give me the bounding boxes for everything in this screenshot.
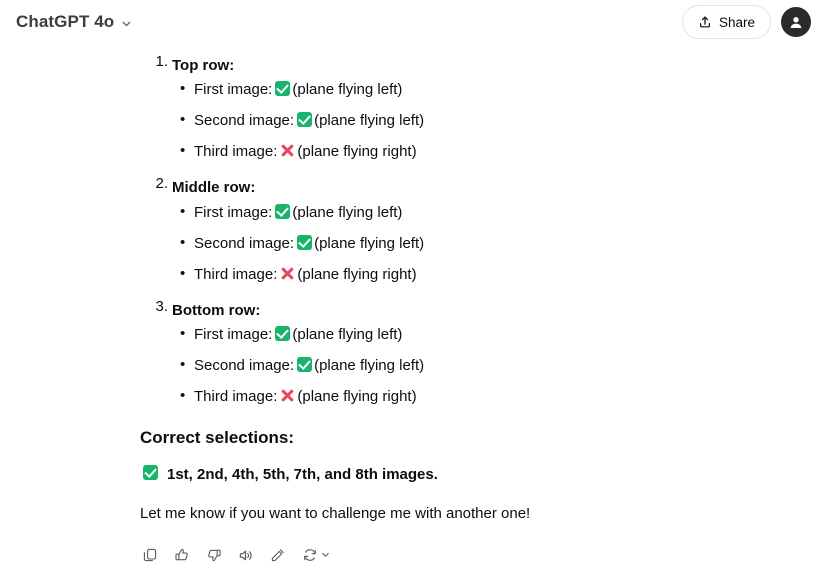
check-icon [297, 235, 312, 250]
list-item [194, 202, 825, 223]
image-items-list [172, 79, 825, 162]
thumbs-up-icon[interactable] [172, 546, 191, 565]
image-item-label: First image: [194, 325, 273, 343]
image-item-note: (plane flying right) [297, 143, 417, 161]
check-icon [275, 326, 290, 341]
list-item [194, 233, 825, 254]
row-group-title: Middle row: [172, 179, 256, 197]
list-item [194, 264, 825, 285]
row-groups-list [0, 50, 825, 407]
cross-icon [280, 143, 295, 158]
conclusion-section [0, 425, 825, 526]
image-item-label: First image: [194, 203, 273, 221]
share-button[interactable] [682, 5, 771, 39]
image-item-note: (plane flying left) [314, 356, 425, 374]
conclusion-heading: Correct selections: [140, 427, 294, 447]
list-item [194, 110, 825, 131]
header-actions [682, 5, 811, 39]
image-item-note: (plane flying right) [297, 265, 417, 283]
chevron-down-icon [120, 17, 133, 30]
row-group [0, 50, 825, 162]
share-upload-icon [698, 15, 712, 29]
image-item-note: (plane flying left) [314, 234, 425, 252]
image-items-list [172, 202, 825, 285]
check-icon [275, 204, 290, 219]
check-icon [143, 465, 158, 480]
image-item-note: (plane flying left) [292, 81, 403, 99]
list-item [194, 386, 825, 407]
image-item-label: Third image: [194, 387, 278, 405]
model-selector[interactable] [16, 8, 141, 36]
list-item [194, 324, 825, 345]
copy-icon[interactable] [140, 546, 159, 565]
regenerate-icon [300, 546, 319, 565]
check-icon [297, 112, 312, 127]
cross-icon [280, 266, 295, 281]
list-item [194, 141, 825, 162]
image-item-note: (plane flying left) [292, 325, 403, 343]
image-item-note: (plane flying left) [314, 112, 425, 130]
assistant-message [0, 44, 825, 567]
row-group [0, 172, 825, 284]
top-bar [0, 0, 825, 44]
image-item-label: Second image: [194, 112, 295, 130]
list-item [194, 355, 825, 376]
image-item-label: Second image: [194, 234, 295, 252]
user-avatar-icon [787, 13, 805, 31]
thumbs-down-icon[interactable] [204, 546, 223, 565]
share-label: Share [718, 14, 755, 30]
image-item-label: Second image: [194, 356, 295, 374]
avatar[interactable] [781, 7, 811, 37]
regenerate-button[interactable] [300, 544, 331, 567]
row-group [0, 295, 825, 407]
read-aloud-icon[interactable] [236, 546, 255, 565]
list-item [194, 79, 825, 100]
image-item-label: First image: [194, 81, 273, 99]
model-name-label: ChatGPT 4o [16, 12, 115, 31]
chevron-down-icon [320, 544, 331, 567]
image-item-label: Third image: [194, 265, 278, 283]
edit-rewrite-icon[interactable] [268, 546, 287, 565]
message-actions-toolbar [0, 544, 825, 567]
check-icon [297, 357, 312, 372]
row-group-title: Bottom row: [172, 301, 261, 319]
closing-line: Let me know if you want to challenge me with another one! [140, 505, 531, 523]
image-items-list [172, 324, 825, 407]
row-group-title: Top row: [172, 57, 235, 74]
correct-selections-line [140, 463, 825, 486]
image-item-note: (plane flying left) [292, 203, 403, 221]
correct-selections-text: 1st, 2nd, 4th, 5th, 7th, and 8th images. [167, 466, 438, 484]
image-item-note: (plane flying right) [297, 387, 417, 405]
check-icon [275, 81, 290, 96]
cross-icon [280, 388, 295, 403]
image-item-label: Third image: [194, 143, 278, 161]
